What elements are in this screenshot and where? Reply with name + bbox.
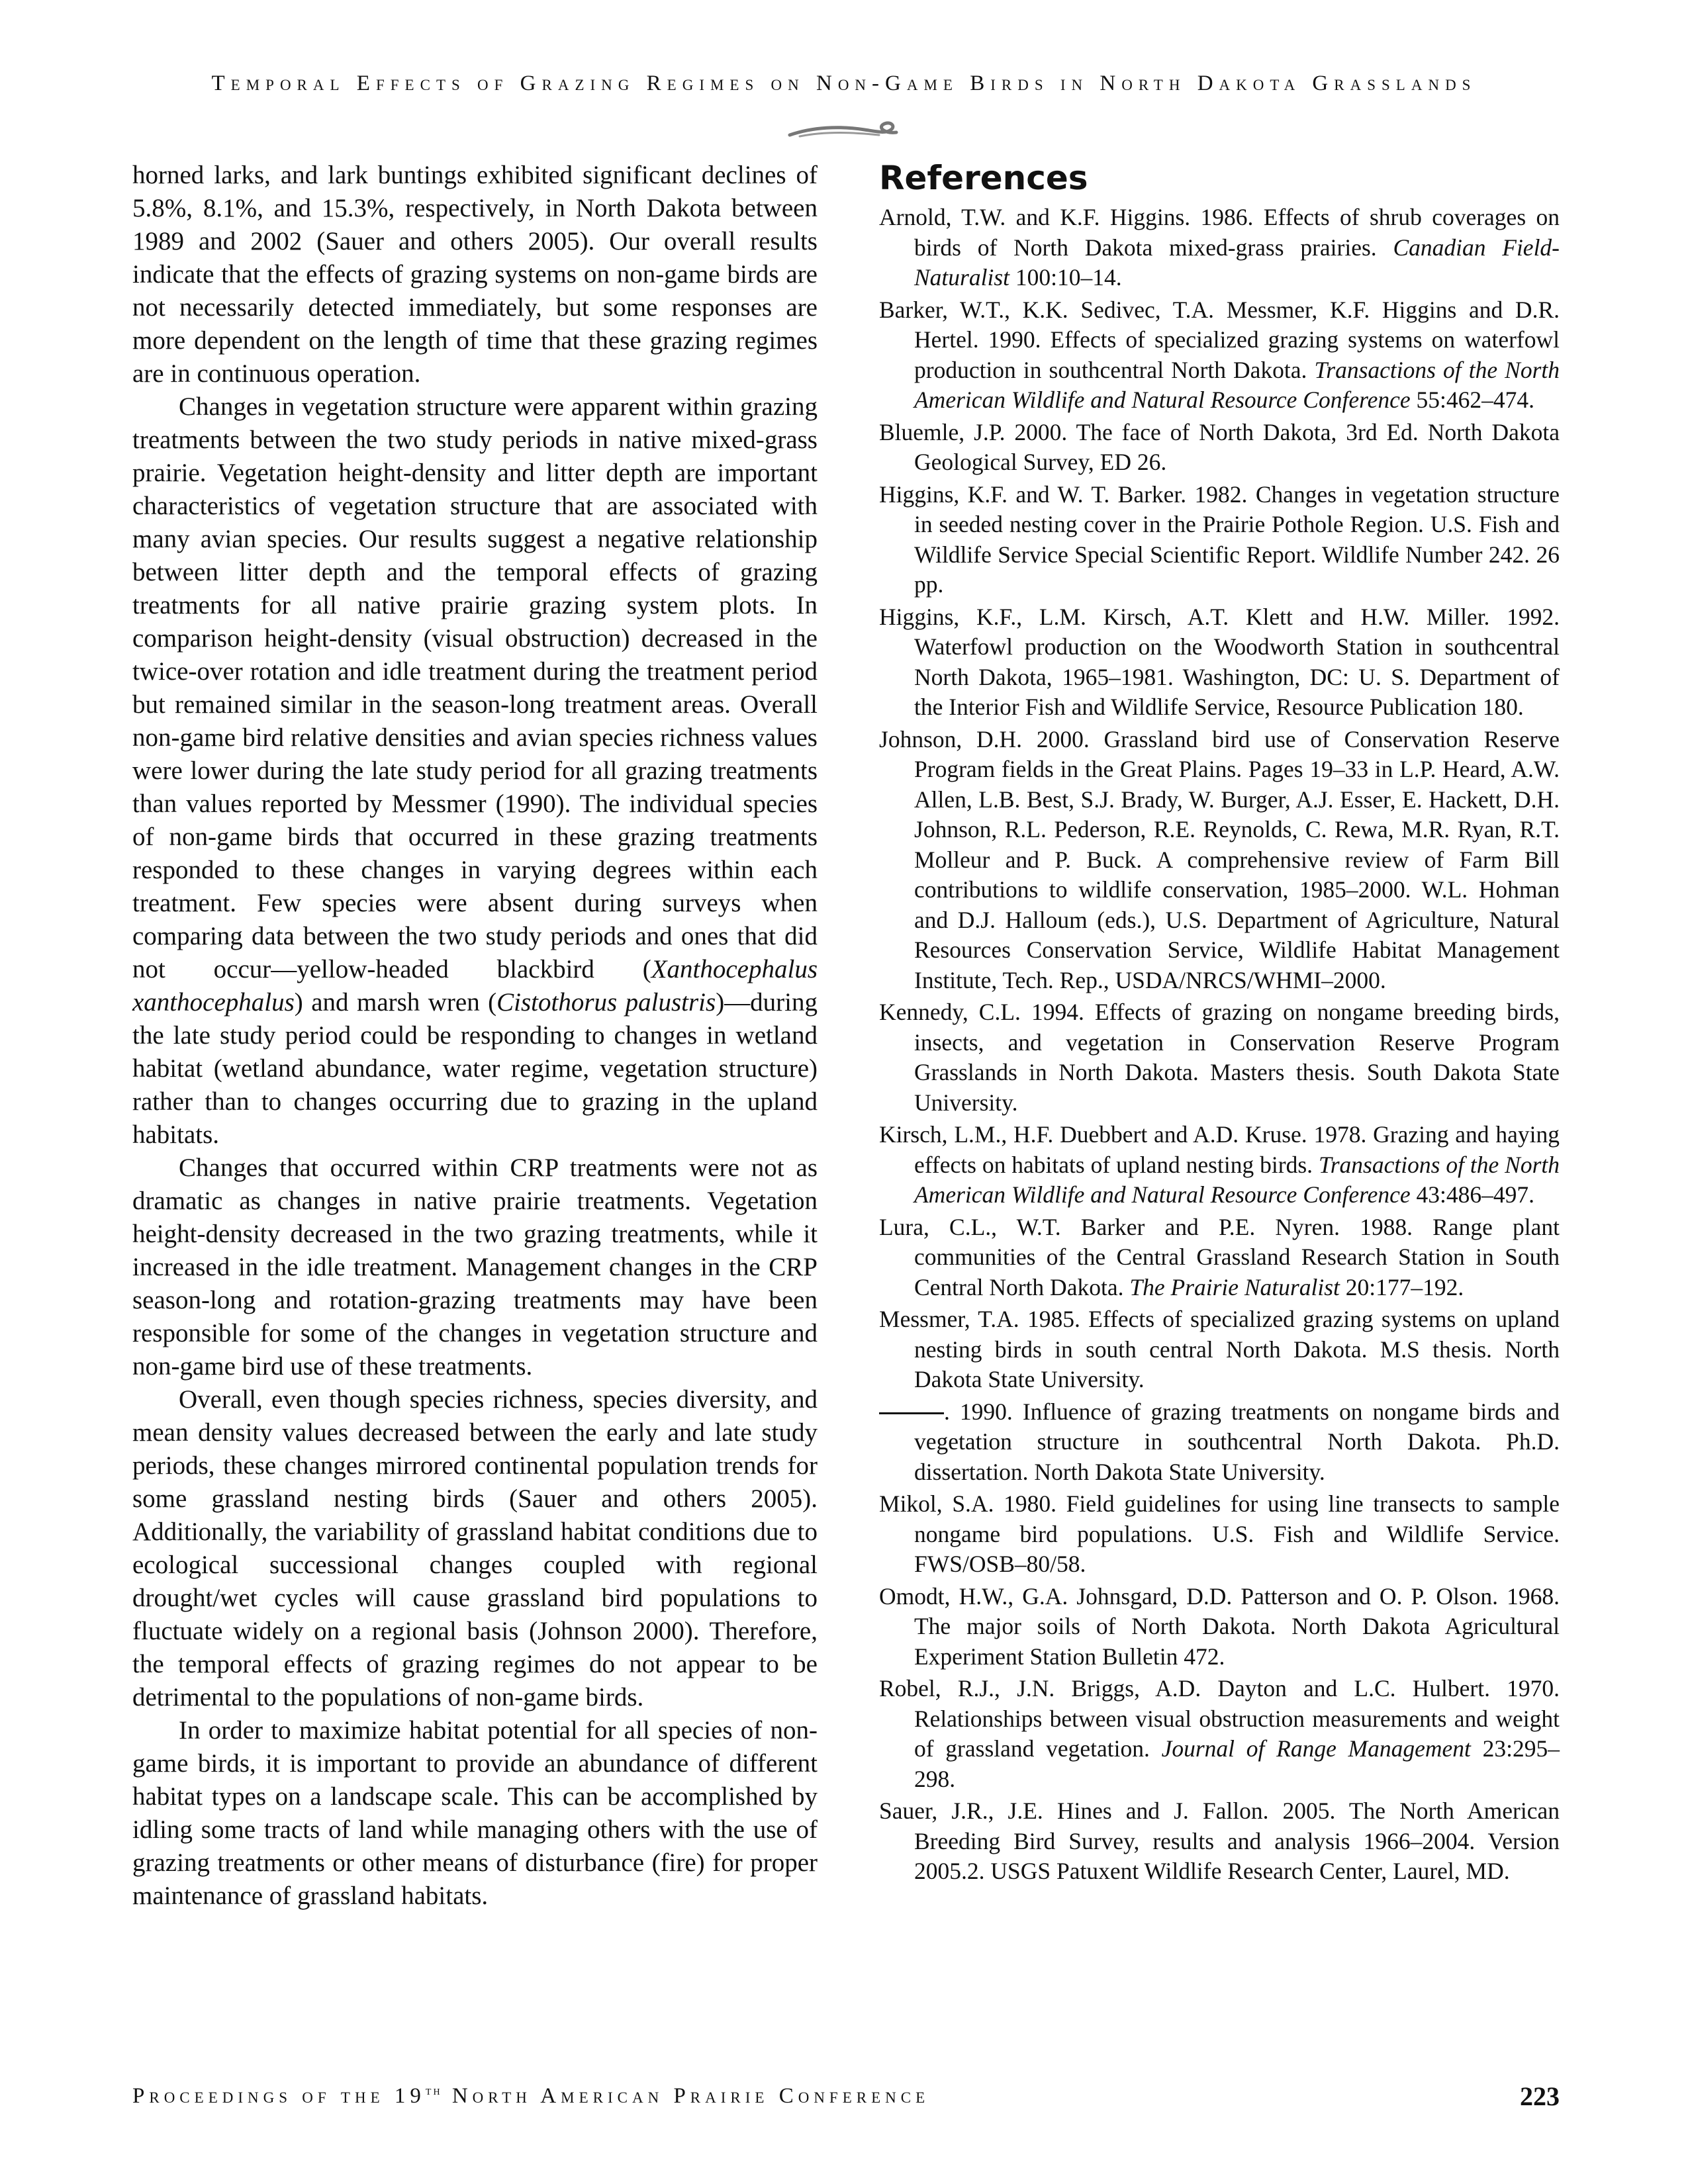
reference-item: Barker, W.T., K.K. Sedivec, T.A. Messmer, K.F. Higgins and D.R. Hertel. 1990. Effects of specialized grazing systems on waterfowl production in southcentral North Dakota. Transactions of the North American Wildlife and Natural Resource Conference 55:462–474. [879, 296, 1560, 413]
repeat-author-rule [879, 1412, 944, 1414]
body-column [132, 159, 818, 1913]
page-footer [132, 2083, 1560, 2116]
reference-item: Arnold, T.W. and K.F. Higgins. 1986. Effects of shrub coverages on birds of North Dakota mixed-grass prairies. Canadian Field-Naturalist 100:10–14. [879, 204, 1560, 291]
reference-item: Bluemle, J.P. 2000. The face of North Dakota, 3rd Ed. North Dakota Geological Survey, ED 26. [879, 418, 1560, 475]
footer-conference-title: Proceedings of the 19th North American Prairie Conference [132, 2083, 930, 2108]
references-section [879, 159, 1560, 1889]
reference-item: Sauer, J.R., J.E. Hines and J. Fallon. 2005. The North American Breeding Bird Survey, results and analysis 1966–2004. Version 2005.2. USGS Patuxent Wildlife Research Center, Laurel, MD. [879, 1797, 1560, 1884]
reference-item: Messmer, T.A. 1985. Effects of specialized grazing systems on upland nesting birds in south central North Dakota. M.S thesis. North Dakota State University. [879, 1306, 1560, 1392]
page-number: 223 [1520, 2081, 1560, 2111]
reference-item: Lura, C.L., W.T. Barker and P.E. Nyren. 1988. Range plant communities of the Central Grassland Research Station in South Central North Dakota. The Prairie Naturalist 20:177–192. [879, 1213, 1560, 1300]
reference-item: Kennedy, C.L. 1994. Effects of grazing on nongame breeding birds, insects, and vegetation in Conservation Reserve Program Grasslands in North Dakota. Masters thesis. South Dakota State University. [879, 999, 1560, 1116]
reference-item: Higgins, K.F., L.M. Kirsch, A.T. Klett and H.W. Miller. 1992. Waterfowl production on the Woodworth Station in southcentral North Dakota, 1965–1981. Washington, DC: U. S. Department of the Interior Fish and Wildlife Service, Resource Publication 180. [879, 603, 1560, 720]
body-paragraph-1: horned larks, and lark buntings exhibited significant declines of 5.8%, 8.1%, and 15.3%, respectively, in North Dakota between 1989 and 2002 (Sauer and others 2005). Our overall results indicate that the effects of grazing systems on non-game birds are not necessarily detected immediately, but some responses are more dependent on the length of time that these grazing regimes are in continuous operation. [132, 161, 818, 388]
reference-item: Mikol, S.A. 1980. Field guidelines for using line transects to sample nongame bird populations. U.S. Fish and Wildlife Service. FWS/OSB–80/58. [879, 1490, 1560, 1577]
references-heading: References [879, 159, 1088, 197]
reference-item: Robel, R.J., J.N. Briggs, A.D. Dayton and L.C. Hulbert. 1970. Relationships between visual obstruction measurements and weight of grassland vegetation. Journal of Range Management 23:295–298. [879, 1675, 1560, 1792]
running-head: Temporal Effects of Grazing Regimes on Non-Game Birds in North Dakota Grasslands [211, 71, 1477, 95]
reference-item: Kirsch, L.M., H.F. Duebbert and A.D. Kruse. 1978. Grazing and haying effects on habitats of upland nesting birds. Transactions of the North American Wildlife and Natural Resource Conference 43:486–497. [879, 1121, 1560, 1208]
body-paragraph-4: Overall, even though species richness, species diversity, and mean density values decreased between the early and late study periods, these changes mirrored continental population trends for some grassland nesting birds (Sauer and others 2005). Additionally, the variability of grassland habitat conditions due to ecological successional changes coupled with regional drought/wet cycles will cause grassland bird populations to fluctuate widely on a regional basis (Johnson 2000). Therefore, the temporal effects of grazing regimes do not appear to be detrimental to the populations of non-game birds. [132, 1385, 818, 1711]
reference-item: . 1990. Influence of grazing treatments on nongame birds and vegetation structure in southcentral North Dakota. Ph.D. dissertation. North Dakota State University. [879, 1397, 1560, 1488]
reference-item: Higgins, K.F. and W. T. Barker. 1982. Changes in vegetation structure in seeded nesting cover in the Prairie Pothole Region. U.S. Fish and Wildlife Service Special Scientific Report. Wildlife Number 242. 26 pp. [879, 480, 1560, 598]
reference-item: Johnson, D.H. 2000. Grassland bird use of Conservation Reserve Program fields in the Great Plains. Pages 19–33 in L.P. Heard, A.W. Allen, L.B. Best, S.J. Brady, W. Burger, A.J. Esser, E. Hackett, D.H. Johnson, R.L. Pederson, R.E. Reynolds, C. Rewa, M.R. Ryan, R.T. Molleur and P. Buck. A comprehensive review of Farm Bill contributions to wildlife conservation, 1985–2000. W.L. Hohman and D.J. Halloum (eds.), U.S. Department of Agriculture, Natural Resources Conservation Service, Wildlife Habitat Management Institute, Tech. Rep., USDA/NRCS/WHMI–2000. [879, 725, 1560, 993]
reference-item: Omodt, H.W., G.A. Johnsgard, D.D. Patterson and O. P. Olson. 1968. The major soils of North Dakota. North Dakota Agricultural Experiment Station Bulletin 472. [879, 1582, 1560, 1670]
body-paragraph-3: Changes that occurred within CRP treatments were not as dramatic as changes in native prairie treatments. Vegetation height-density decreased in the two grazing treatments, while it increased in the idle treatment. Management changes in the CRP season-long and rotation-grazing treatments may have been responsible for some of the changes in vegetation structure and non-game bird use of these treatments. [132, 1154, 818, 1381]
body-paragraph-2: Changes in vegetation structure were apparent within grazing treatments between the two study periods in native mixed-grass prairie. Vegetation height-density and litter depth are important characteristics of vegetation structure that are associated with many avian species. Our results suggest a negative relationship between litter depth and the temporal effects of grazing treatments for all native prairie grazing system plots. In comparison height-density (visual obstruction) decreased in the twice-over rotation and idle treatment during the treatment period but remained similar in the season-long treatment areas. Overall non-game bird relative densities and avian species richness values were lower during the late study period for all grazing treatments than values reported by Messmer (1990). The individual species of non-game birds that occurred in these grazing treatments responded to these changes in varying degrees within each treatment. Few species were absent during surveys when comparing data between the two study periods and ones that did not occur—yellow-headed blackbird (Xanthocephalus xanthocephalus) and marsh wren (Cistothorus palustris)—during the late study period could be responding to changes in wetland habitat (wetland abundance, water regime, vegetation structure) rather than to changes occurring due to grazing in the upland habitats. [132, 392, 818, 1149]
swash-ornament-icon [786, 118, 902, 144]
body-paragraph-5: In order to maximize habitat potential for all species of non-game birds, it is important to provide an abundance of different habitat types on a landscape scale. This can be accomplished by idling some tracts of land while managing others with the use of grazing treatments or other means of disturbance (fire) for proper maintenance of grassland habitats. [132, 1716, 818, 1910]
